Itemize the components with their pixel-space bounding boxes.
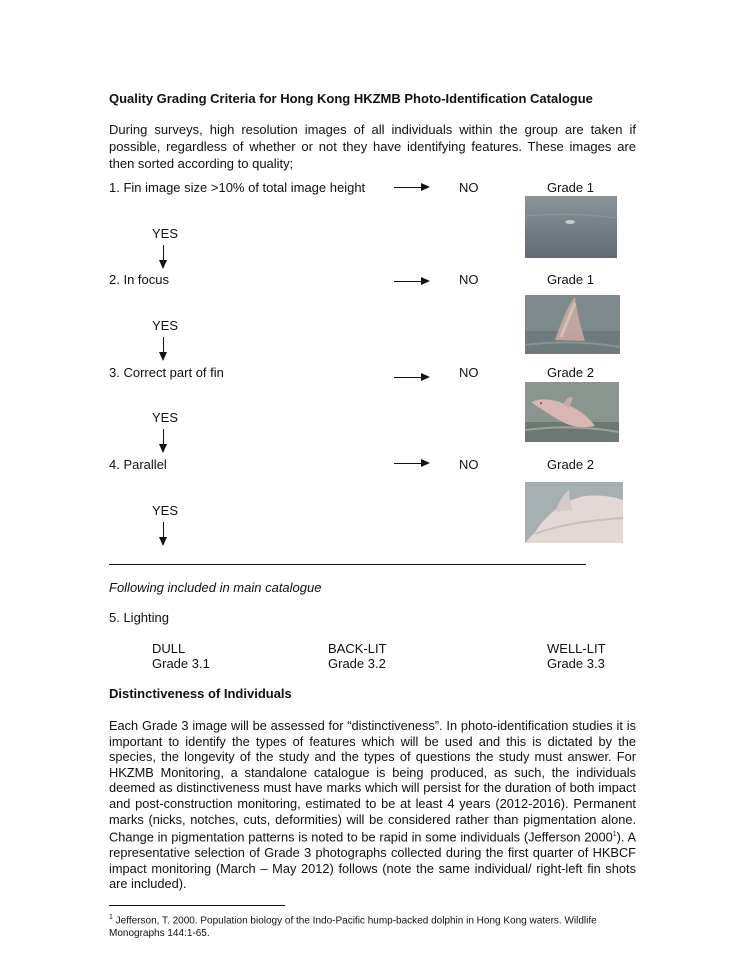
step-4-label: 4. Parallel	[109, 457, 167, 472]
lighting-option-welllit: WELL-LIT	[547, 641, 606, 656]
step-2-no: NO	[459, 272, 479, 287]
lighting-option-dull: DULL	[152, 641, 186, 656]
dolphin-photo-grade1-blurred	[525, 295, 620, 354]
arrow-down-icon	[163, 337, 164, 359]
step-1-no: NO	[459, 180, 479, 195]
dolphin-photo-grade1-distant	[525, 196, 617, 258]
arrow-right-icon	[394, 281, 428, 282]
yes-label-3: YES	[152, 410, 179, 425]
step-3-grade: Grade 2	[547, 365, 594, 380]
arrow-right-icon	[394, 187, 428, 188]
footnote-marker: 1	[109, 914, 113, 921]
footnote-reference: 1	[612, 831, 617, 839]
distinctiveness-text-part2: ). A representative selection of Grade 3 photographs collected during the first quarter of HKBCF impact monitoring (March – May 2012) follows (note the same individual/ right-left fin shots are included).	[109, 829, 636, 892]
yes-label-1: YES	[152, 226, 179, 241]
step-1-grade: Grade 1	[547, 180, 594, 195]
step-3-no: NO	[459, 365, 479, 380]
lighting-grade-dull: Grade 3.1	[152, 656, 210, 671]
arrow-right-icon	[394, 463, 428, 464]
lighting-grade-backlit: Grade 3.2	[328, 656, 386, 671]
intro-paragraph: During surveys, high resolution images of all individuals within the group are taken if possible, regardless of whether or not they have identifying features. These images are then sorted according to quality;	[109, 122, 636, 171]
yes-label-2: YES	[152, 318, 179, 333]
footnote-text: Jefferson, T. 2000. Population biology of the Indo-Pacific hump-backed dolphin in Hong Kong waters. Wildlife Monographs 144:1-65.	[109, 915, 597, 940]
arrow-right-icon	[394, 377, 428, 378]
step-1-label: 1. Fin image size >10% of total image height	[109, 180, 366, 195]
dolphin-photo-grade2-head	[525, 382, 619, 442]
page-title: Quality Grading Criteria for Hong Kong HKZMB Photo-Identification Catalogue	[109, 91, 593, 106]
lighting-grade-welllit: Grade 3.3	[547, 656, 605, 671]
distinctiveness-paragraph	[109, 718, 636, 892]
step-2-grade: Grade 1	[547, 272, 594, 287]
arrow-down-icon	[163, 522, 164, 544]
step-3-label: 3. Correct part of fin	[109, 365, 224, 380]
dolphin-photo-grade2-angled	[525, 482, 623, 543]
arrow-down-icon	[163, 429, 164, 451]
step-4-no: NO	[459, 457, 479, 472]
distinctiveness-text-part1: Each Grade 3 image will be assessed for “distinctiveness”. In photo-identification studies it is important to identify the types of features which will be used and this is dictated by the species, the longevity of the study and the types of questions the study must answer. For HKZMB Monitoring, a standalone catalogue is being produced, as such, the individuals deemed as distinctiveness must have marks which will persist for the duration of both impact and post-construction monitoring, estimated to be at least 4 years (2012-2016). Permanent marks (nicks, notches, cuts, deformities) will be considered rather than pigmentation alone. Change in pigmentation patterns is noted to be rapid in some individuals (Jefferson 2000	[109, 718, 636, 845]
lighting-label: 5. Lighting	[109, 610, 169, 625]
step-2-label: 2. In focus	[109, 272, 169, 287]
main-catalogue-note: Following included in main catalogue	[109, 580, 322, 595]
section-divider	[109, 564, 586, 565]
yes-label-4: YES	[152, 503, 179, 518]
footnote-rule	[109, 905, 285, 906]
footnote	[109, 911, 649, 940]
arrow-down-icon	[163, 245, 164, 267]
section-heading-distinctiveness: Distinctiveness of Individuals	[109, 686, 292, 701]
lighting-option-backlit: BACK-LIT	[328, 641, 387, 656]
step-4-grade: Grade 2	[547, 457, 594, 472]
